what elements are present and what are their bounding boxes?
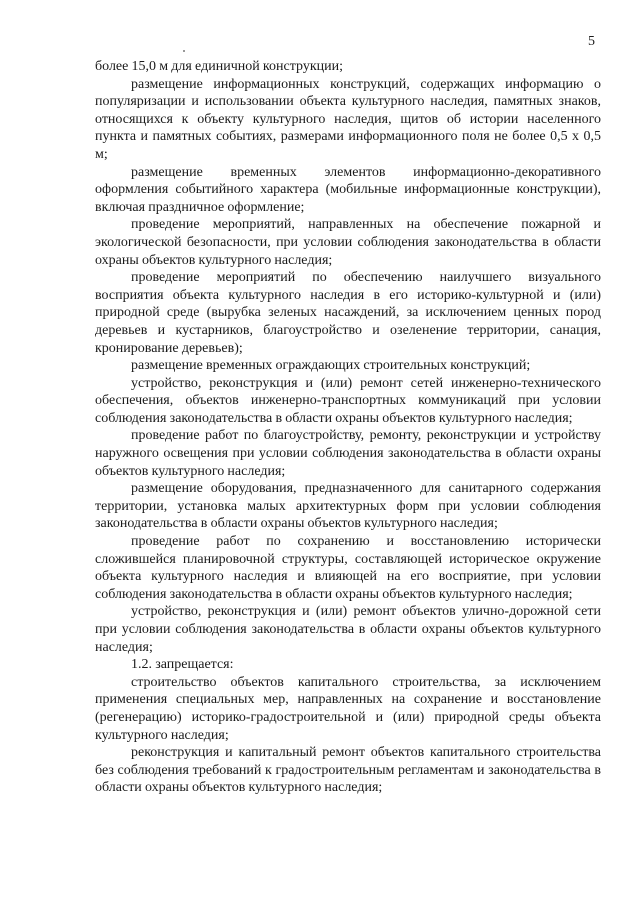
paragraph-engineering-networks: устройство, реконструкция и (или) ремонт сетей инженерно-технического обеспечения, объектов инженерно-транспортных коммуникаций при условии соблюдения законодательства в области охраны объектов культурного наследия; — [95, 375, 601, 426]
paragraph-continuation: более 15,0 м для единичной конструкции; — [95, 59, 343, 74]
paragraph-sanitary-equipment: размещение оборудования, предназначенного для санитарного содержания территории, установка малых архитектурных форм при условии соблюдения законодательства в области охраны объектов культурного наследия; — [95, 481, 601, 532]
paragraph-temporary-decor: размещение временных элементов информационно-декоративного оформления событийного характера (мобильные информационные конструкции), включая праздничное оформление; — [95, 164, 601, 215]
paragraph-info-structures: размещение информационных конструкций, содержащих информацию о популяризации и использовании объекта культурного наследия, памятных знаков, относящихся к объекту культурного наследия, щитов об истории населенного пункта и памятных событиях, размерами информационного поля не более 0,5 х 0,5 м; — [95, 76, 601, 162]
section-heading-prohibited: 1.2. запрещается: — [131, 657, 234, 673]
paragraph-visual-perception: проведение мероприятий по обеспечению наилучшего визуального восприятия объекта культурного наследия в его историко-культурной и (или) природной среде (вырубка зеленых насаждений, за исключением ценных пород деревьев и кустарников, благоустройство и озеленение территории, санация, кронирование деревьев); — [95, 270, 601, 356]
paragraph-road-network: устройство, реконструкция и (или) ремонт объектов улично-дорожной сети при условии соблюдения законодательства в области охраны объектов культурного наследия; — [95, 604, 601, 655]
paragraph-temporary-fencing: размещение временных ограждающих строительных конструкций; — [131, 358, 531, 374]
scan-speck — [183, 50, 185, 52]
paragraph-outdoor-lighting: проведение работ по благоустройству, ремонту, реконструкции и устройству наружного освещения при условии соблюдения законодательства в области охраны объектов культурного наследия; — [95, 428, 601, 479]
paragraph-fire-safety: проведение мероприятий, направленных на обеспечение пожарной и экологической безопасности, при условии соблюдения законодательства в области охраны объектов культурного наследия; — [95, 217, 601, 268]
paragraph-planning-structure: проведение работ по сохранению и восстановлению исторически сложившейся планировочной структуры, составляющей историческое окружение объекта культурного наследия и влияющей на его восприятие, при условии соблюдения законодательства в области охраны объектов культурного наследия; — [95, 534, 601, 602]
paragraph-reconstruction: реконструкция и капитальный ремонт объектов капитального строительства без соблюдения требований к градостроительным регламентам и законодательства в области охраны объектов культурного наследия; — [95, 745, 601, 796]
document-body — [95, 58, 601, 797]
paragraph-capital-construction: строительство объектов капитального строительства, за исключением применения специальных мер, направленных на сохранение и восстановление (регенерацию) историко-градостроительной и (или) природной среды объекта культурного наследия; — [95, 674, 601, 743]
page-number: 5 — [588, 34, 595, 49]
